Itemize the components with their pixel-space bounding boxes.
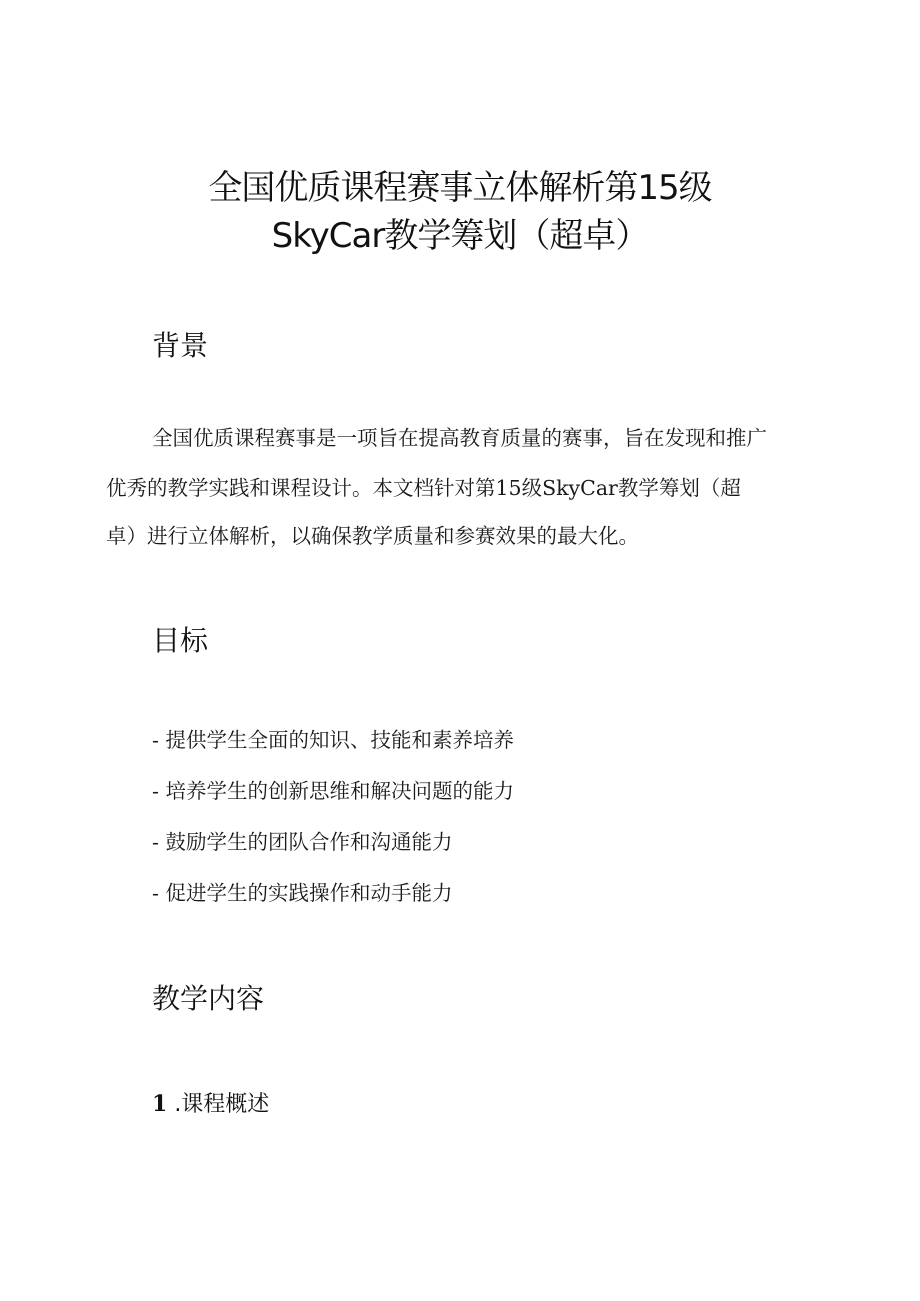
subsection-number: 1 bbox=[152, 1091, 168, 1117]
section-heading-goals: 目标 bbox=[152, 624, 209, 657]
goal-list-item: - 鼓励学生的团队合作和沟通能力 bbox=[152, 830, 453, 854]
background-paragraph-line: 卓）进行立体解析，以确保教学质量和参赛效果的最大化。 bbox=[106, 524, 639, 548]
section-heading-teaching-content: 教学内容 bbox=[152, 982, 265, 1015]
document-title-line-2: SkyCar教学筹划（超卓） bbox=[271, 216, 649, 256]
goal-list-item: - 促进学生的实践操作和动手能力 bbox=[152, 881, 453, 905]
background-paragraph-line: 全国优质课程赛事是一项旨在提高教育质量的赛事，旨在发现和推广 bbox=[152, 426, 767, 450]
subsection-title: .课程概述 bbox=[174, 1092, 270, 1117]
background-paragraph-line: 优秀的教学实践和课程设计。本文档针对第15级SkyCar教学筹划（超 bbox=[106, 476, 741, 500]
document-title-line-1: 全国优质课程赛事立体解析第15级 bbox=[208, 168, 712, 208]
section-heading-background: 背景 bbox=[152, 329, 209, 362]
subsection-heading-course-overview bbox=[152, 1089, 269, 1120]
goal-list-item: - 提供学生全面的知识、技能和素养培养 bbox=[152, 728, 514, 752]
goal-list-item: - 培养学生的创新思维和解决问题的能力 bbox=[152, 779, 514, 803]
